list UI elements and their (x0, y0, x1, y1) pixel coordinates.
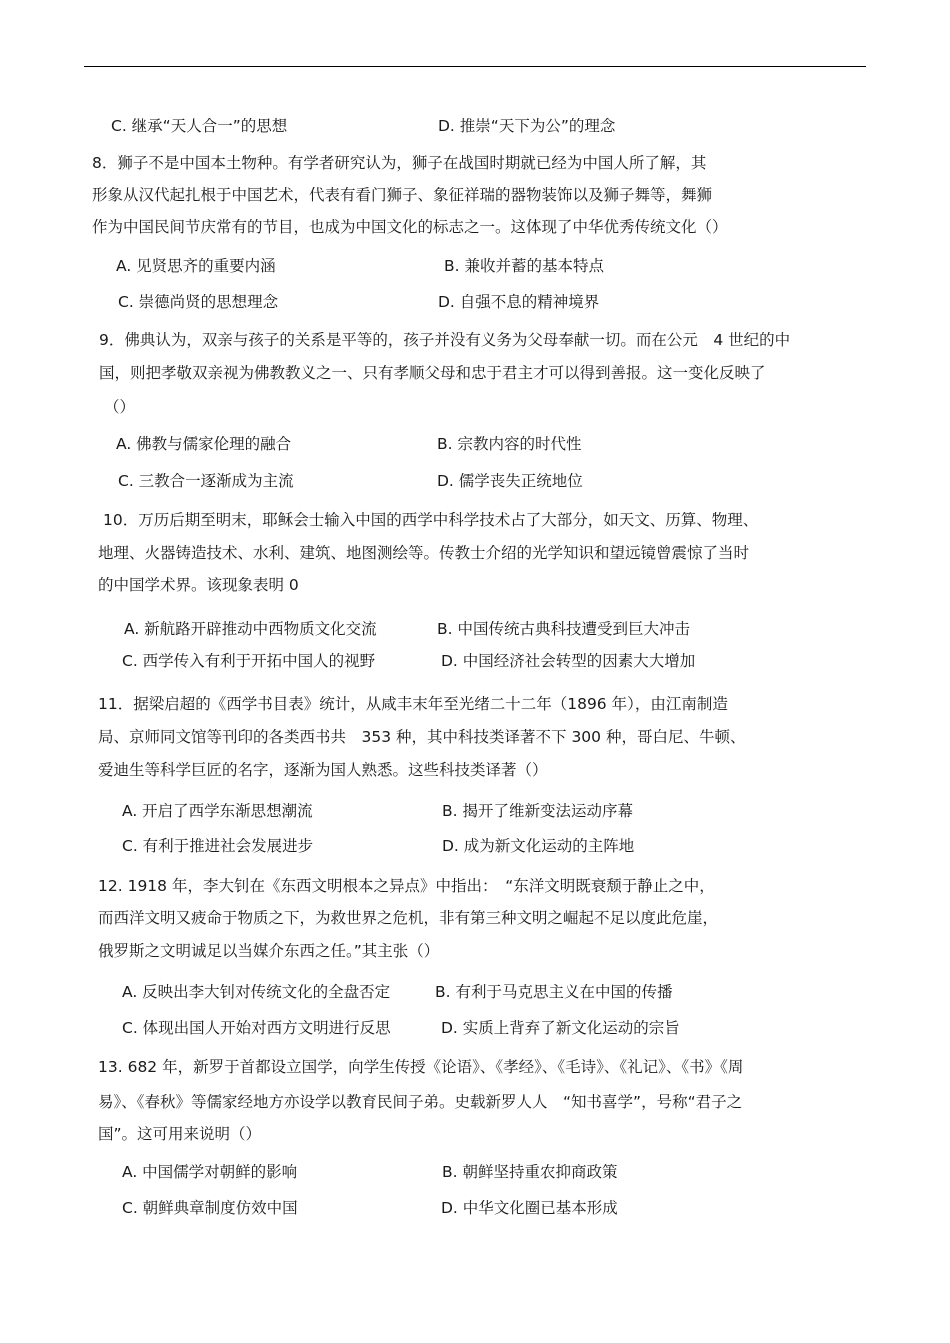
q9-stem-line-2: 国，则把孝敬双亲视为佛教教义之一、只有孝顺父母和忠于君主才可以得到善报。这一变化反映了 (99, 364, 766, 382)
q10-option-b: B. 中国传统古典科技遭受到巨大冲击 (437, 620, 690, 638)
q9-option-c: C. 三教合一逐渐成为主流 (118, 472, 294, 490)
q9-stem-line-3: （） (104, 398, 136, 416)
q11-option-c: C. 有利于推进社会发展进步 (122, 837, 314, 855)
q13-option-b: B. 朝鲜坚持重农抑商政策 (442, 1163, 618, 1181)
q12-option-d: D. 实质上背弃了新文化运动的宗旨 (441, 1019, 680, 1037)
q10-stem-line-1: 10．万历后期至明末，耶稣会士输入中国的西学中科学技术占了大部分，如天文、历算、物理、 (103, 511, 759, 529)
q8-option-b: B. 兼收并蓄的基本特点 (444, 257, 604, 275)
q7-option-d: D. 推崇“天下为公”的理念 (438, 117, 616, 135)
q8-option-d: D. 自强不息的精神境界 (438, 293, 600, 311)
q10-option-d: D. 中国经济社会转型的因素大大增加 (441, 652, 696, 670)
q10-option-c: C. 西学传入有利于开拓中国人的视野 (122, 652, 376, 670)
q13-stem-line-1: 13. 682 年，新罗于首都设立国学，向学生传授《论语》、《孝经》、《毛诗》、《礼记》、《书》《周 (98, 1058, 744, 1076)
q9-option-d: D. 儒学丧失正统地位 (437, 472, 583, 490)
q12-option-b: B. 有利于马克思主义在中国的传播 (435, 983, 673, 1001)
q12-stem-line-2: 而西洋文明又疲命于物质之下，为救世界之危机，非有第三种文明之崛起不足以度此危崖， (98, 909, 719, 927)
q8-stem-line-3: 作为中国民间节庆常有的节目，也成为中国文化的标志之一。这体现了中华优秀传统文化（） (92, 218, 728, 236)
q9-stem-line-1: 9．佛典认为，双亲与孩子的关系是平等的，孩子并没有义务为父母奉献一切。而在公元 4 世纪的中 (99, 331, 791, 349)
q8-option-a: A. 见贤思齐的重要内涵 (116, 257, 276, 275)
q9-option-b: B. 宗教内容的时代性 (437, 435, 582, 453)
q12-stem-line-3: 俄罗斯之文明诚足以当媒介东西之任。”其主张（） (98, 942, 440, 960)
q9-option-a: A. 佛教与儒家伦理的融合 (116, 435, 292, 453)
q11-stem-line-1: 11．据梁启超的《西学书目表》统计，从咸丰末年至光绪二十二年（1896 年），由江南制造 (98, 695, 728, 713)
q11-option-d: D. 成为新文化运动的主阵地 (442, 837, 635, 855)
q13-option-a: A. 中国儒学对朝鲜的影响 (122, 1163, 298, 1181)
header-rule (84, 66, 866, 67)
q10-option-a: A. 新航路开辟推动中西物质文化交流 (124, 620, 377, 638)
q13-stem-line-3: 国”。这可用来说明（） (98, 1125, 262, 1143)
q12-option-c: C. 体现出国人开始对西方文明进行反思 (122, 1019, 391, 1037)
q11-stem-line-3: 爱迪生等科学巨匠的名字，逐渐为国人熟悉。这些科技类译著（） (98, 761, 548, 779)
q8-option-c: C. 崇德尚贤的思想理念 (118, 293, 279, 311)
q7-option-c: C. 继承“天人合一”的思想 (111, 117, 288, 135)
q11-option-b: B. 揭开了维新变法运动序幕 (442, 802, 633, 820)
q11-stem-line-2: 局、京师同文馆等刊印的各类西书共 353 种，其中科技类译著不下 300 种，哥白尼、牛顿、 (98, 728, 746, 746)
q10-stem-line-3: 的中国学术界。该现象表明 0 (98, 576, 299, 594)
q8-stem-line-2: 形象从汉代起扎根于中国艺术，代表有看门狮子、象征祥瑞的器物装饰以及狮子舞等，舞狮 (92, 186, 713, 204)
q8-stem-line-1: 8．狮子不是中国本土物种。有学者研究认为，狮子在战国时期就已经为中国人所了解，其 (92, 154, 707, 172)
q12-option-a: A. 反映出李大钊对传统文化的全盘否定 (122, 983, 391, 1001)
q13-option-d: D. 中华文化圈已基本形成 (441, 1199, 618, 1217)
q10-stem-line-2: 地理、火器铸造技术、水利、建筑、地图测绘等。传教士介绍的光学知识和望远镜曾震惊了当时 (98, 544, 750, 562)
q13-option-c: C. 朝鲜典章制度仿效中国 (122, 1199, 298, 1217)
q11-option-a: A. 开启了西学东渐思想潮流 (122, 802, 313, 820)
q13-stem-line-2: 易》、《春秋》等儒家经地方亦设学以教育民间子弟。史载新罗人人 “知书喜学”，号称“君子之 (98, 1093, 743, 1111)
q12-stem-line-1: 12. 1918 年，李大钊在《东西文明根本之异点》中指出： “东洋文明既衰颓于静止之中， (98, 877, 715, 895)
